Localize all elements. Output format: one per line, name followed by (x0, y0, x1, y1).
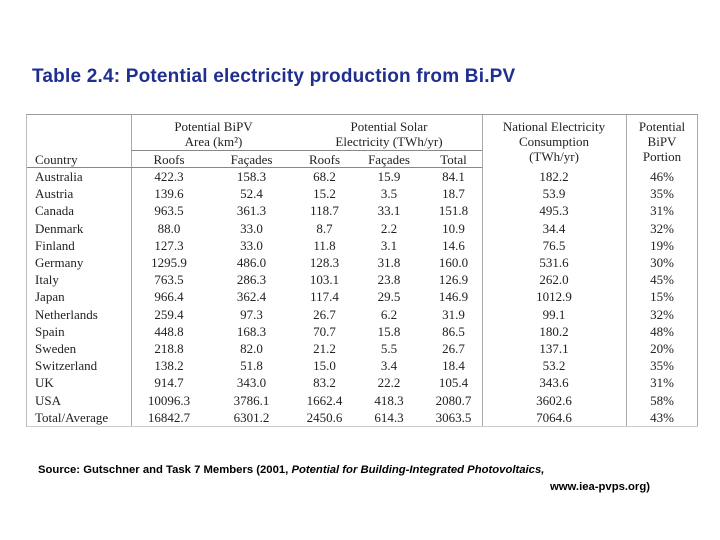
area-facades-cell: 82.0 (240, 341, 263, 356)
el-roofs-cell: 103.1 (309, 272, 340, 288)
portion-cell: 43% (650, 409, 674, 425)
el-facades-cell: 614.3 (374, 409, 404, 425)
el-roofs-cell: 21.2 (313, 341, 336, 356)
solar-header-line1: Potential Solar (350, 119, 428, 134)
column-header-area-facades: Façades (230, 152, 273, 167)
el-roofs-cell: 68.2 (313, 169, 336, 184)
area-roofs-cell: 127.3 (154, 237, 184, 253)
el-total-cell: 14.6 (442, 237, 465, 253)
table-row (27, 392, 698, 409)
portion-cell: 58% (650, 392, 674, 408)
country-cell: Sweden (35, 341, 77, 356)
el-facades-cell: 2.2 (380, 220, 398, 236)
column-header-el-roofs: Roofs (308, 152, 341, 167)
el-total-cell: 18.7 (442, 186, 465, 202)
area-roofs-cell: 1295.9 (151, 255, 187, 270)
table-row (27, 323, 698, 340)
consumption-cell: 99.1 (542, 306, 566, 322)
el-total-cell: 151.8 (438, 203, 469, 219)
table-row (27, 357, 698, 374)
table-row (27, 409, 698, 426)
portion-cell: 35% (650, 358, 674, 374)
el-roofs-cell: 117.4 (310, 289, 339, 305)
el-roofs-cell: 128.3 (309, 255, 340, 270)
consumption-cell: 53.9 (542, 186, 566, 202)
consumption-cell: 262.0 (539, 272, 569, 288)
consumption-cell: 1012.9 (536, 289, 572, 305)
table-row (27, 374, 698, 391)
portion-cell: 15% (650, 289, 674, 305)
el-facades-cell: 29.5 (377, 289, 401, 305)
consumption-cell: 343.6 (539, 375, 569, 391)
table-row (27, 288, 698, 305)
area-roofs-cell: 218.8 (154, 341, 184, 356)
table-row (27, 340, 698, 357)
el-facades-cell: 3.4 (380, 358, 398, 374)
el-facades-cell: 15.9 (377, 169, 401, 184)
el-roofs-cell: 83.2 (313, 375, 336, 391)
country-cell: Canada (35, 203, 74, 219)
country-cell: Total/Average (35, 409, 109, 425)
country-cell: Netherlands (35, 306, 98, 322)
el-total-cell: 126.9 (438, 272, 469, 288)
el-facades-cell: 3.5 (380, 186, 398, 202)
portion-cell: 46% (650, 169, 674, 184)
portion-header-line1: Potential (638, 119, 686, 134)
table-row (27, 271, 698, 288)
area-facades-cell: 486.0 (236, 255, 267, 270)
el-total-cell: 26.7 (442, 341, 465, 356)
el-facades-cell: 3.1 (380, 237, 398, 253)
area-roofs-cell: 422.3 (154, 169, 184, 184)
el-roofs-cell: 11.8 (313, 237, 336, 253)
country-cell: Spain (35, 323, 65, 339)
portion-cell: 19% (650, 237, 674, 253)
portion-header-line2: BiPV (647, 134, 677, 149)
consumption-cell: 182.2 (539, 169, 569, 184)
area-roofs-cell: 259.4 (154, 306, 184, 322)
column-header-row (27, 152, 698, 167)
area-facades-cell: 286.3 (236, 272, 267, 288)
source-line-1 (38, 462, 650, 479)
el-roofs-cell: 15.2 (313, 186, 336, 202)
column-header-area-roofs: Roofs (153, 152, 185, 167)
el-total-cell: 86.5 (442, 323, 465, 339)
portion-cell: 32% (650, 220, 674, 236)
area-roofs-cell: 966.4 (154, 289, 184, 305)
area-roofs-cell: 763.5 (154, 272, 184, 288)
area-facades-cell: 362.4 (236, 289, 267, 305)
header-rule (131, 150, 482, 151)
el-total-cell: 3063.5 (435, 409, 472, 425)
el-total-cell: 146.9 (438, 289, 469, 305)
table-row (27, 306, 698, 323)
table-row (27, 168, 698, 185)
area-roofs-cell: 448.8 (154, 323, 184, 339)
area-roofs-cell: 139.6 (154, 186, 184, 202)
area-facades-cell: 52.4 (240, 186, 263, 202)
area-facades-cell: 6301.2 (233, 409, 270, 425)
area-facades-cell: 33.0 (240, 220, 263, 236)
el-total-cell: 31.9 (442, 306, 465, 322)
column-header-el-total: Total (440, 152, 467, 167)
country-cell: Austria (35, 186, 74, 202)
el-roofs-cell: 70.7 (313, 323, 336, 339)
source-title: Potential for Building-Integrated Photovoltaics, (291, 464, 545, 476)
area-roofs-cell: 10096.3 (147, 392, 191, 408)
country-cell: USA (35, 392, 62, 408)
portion-cell: 48% (650, 323, 674, 339)
area-roofs-cell: 88.0 (157, 220, 181, 236)
el-roofs-cell: 2450.6 (306, 409, 343, 425)
area-header-line2: Area (km²) (184, 134, 243, 149)
el-total-cell: 18.4 (442, 358, 465, 374)
table-row (27, 220, 698, 237)
consumption-cell: 495.3 (539, 203, 569, 219)
el-roofs-cell: 1662.4 (306, 392, 343, 408)
el-roofs-cell: 8.7 (316, 220, 333, 236)
el-facades-cell: 15.8 (377, 323, 401, 339)
consumption-cell: 7064.6 (536, 409, 572, 425)
portion-cell: 45% (650, 272, 674, 288)
national-header-line1: National Electricity (502, 119, 606, 134)
area-facades-cell: 158.3 (236, 169, 267, 184)
area-facades-cell: 33.0 (240, 237, 263, 253)
national-header-line2: Consumption (518, 134, 590, 149)
portion-cell: 31% (650, 375, 674, 391)
area-roofs-cell: 16842.7 (147, 409, 191, 425)
consumption-cell: 3602.6 (536, 392, 572, 408)
el-facades-cell: 33.1 (377, 203, 401, 219)
source-prefix: Source: Gutschner and Task 7 Members (2001, (38, 464, 292, 476)
table-row (27, 237, 698, 254)
el-total-cell: 10.9 (442, 220, 465, 236)
source-note (38, 462, 650, 496)
area-facades-cell: 168.3 (236, 323, 267, 339)
portion-cell: 20% (650, 341, 674, 356)
country-cell: Denmark (35, 220, 84, 236)
el-total-cell: 160.0 (438, 255, 469, 270)
el-facades-cell: 5.5 (380, 341, 398, 356)
solar-header (296, 119, 482, 149)
column-header-country: Country (35, 152, 78, 167)
el-facades-cell: 418.3 (374, 392, 404, 408)
source-line-2: www.iea-pvps.org) (549, 481, 650, 493)
table-row (27, 202, 698, 219)
area-facades-cell: 51.8 (240, 358, 263, 374)
area-roofs-cell: 963.5 (154, 203, 184, 219)
country-cell: Italy (35, 272, 59, 288)
area-facades-cell: 97.3 (240, 306, 263, 322)
table-row (27, 185, 698, 202)
portion-cell: 30% (650, 255, 674, 270)
country-cell: Finland (35, 237, 75, 253)
table-row (27, 254, 698, 271)
el-roofs-cell: 26.7 (313, 306, 336, 322)
el-facades-cell: 22.2 (377, 375, 401, 391)
area-roofs-cell: 914.7 (154, 375, 184, 391)
area-header (131, 119, 296, 149)
portion-cell: 31% (650, 203, 674, 219)
bipv-table (26, 114, 698, 427)
el-roofs-cell: 118.7 (310, 203, 339, 219)
area-facades-cell: 343.0 (236, 375, 267, 391)
portion-cell: 32% (650, 306, 674, 322)
el-roofs-cell: 15.0 (313, 358, 336, 374)
column-header-el-facades: Façades (368, 152, 410, 167)
consumption-cell: 180.2 (539, 323, 569, 339)
el-facades-cell: 23.8 (377, 272, 401, 288)
el-facades-cell: 6.2 (380, 306, 398, 322)
solar-header-line2: Electricity (TWh/yr) (335, 134, 443, 149)
el-total-cell: 84.1 (442, 169, 465, 184)
consumption-cell: 531.6 (539, 255, 569, 270)
portion-cell: 35% (650, 186, 674, 202)
el-facades-cell: 31.8 (377, 255, 401, 270)
consumption-cell: 53.2 (542, 358, 566, 374)
consumption-cell: 76.5 (542, 237, 566, 253)
area-header-line1: Potential BiPV (174, 119, 253, 134)
el-total-cell: 105.4 (438, 375, 469, 391)
area-roofs-cell: 138.2 (154, 358, 184, 374)
country-cell: Japan (35, 289, 65, 305)
el-total-cell: 2080.7 (435, 392, 472, 408)
portion-header-line3: Portion (642, 149, 682, 164)
area-facades-cell: 3786.1 (233, 392, 270, 408)
national-header-line3: (TWh/yr) (529, 149, 579, 164)
consumption-cell: 137.1 (539, 341, 569, 356)
area-facades-cell: 361.3 (236, 203, 267, 219)
country-cell: Switzerland (35, 358, 98, 374)
country-cell: Australia (35, 169, 83, 184)
country-cell: UK (35, 375, 54, 391)
header-rule (27, 426, 698, 427)
page-title: Table 2.4: Potential electricity production from Bi.PV (32, 66, 516, 87)
consumption-cell: 34.4 (542, 220, 566, 236)
country-cell: Germany (35, 255, 84, 270)
